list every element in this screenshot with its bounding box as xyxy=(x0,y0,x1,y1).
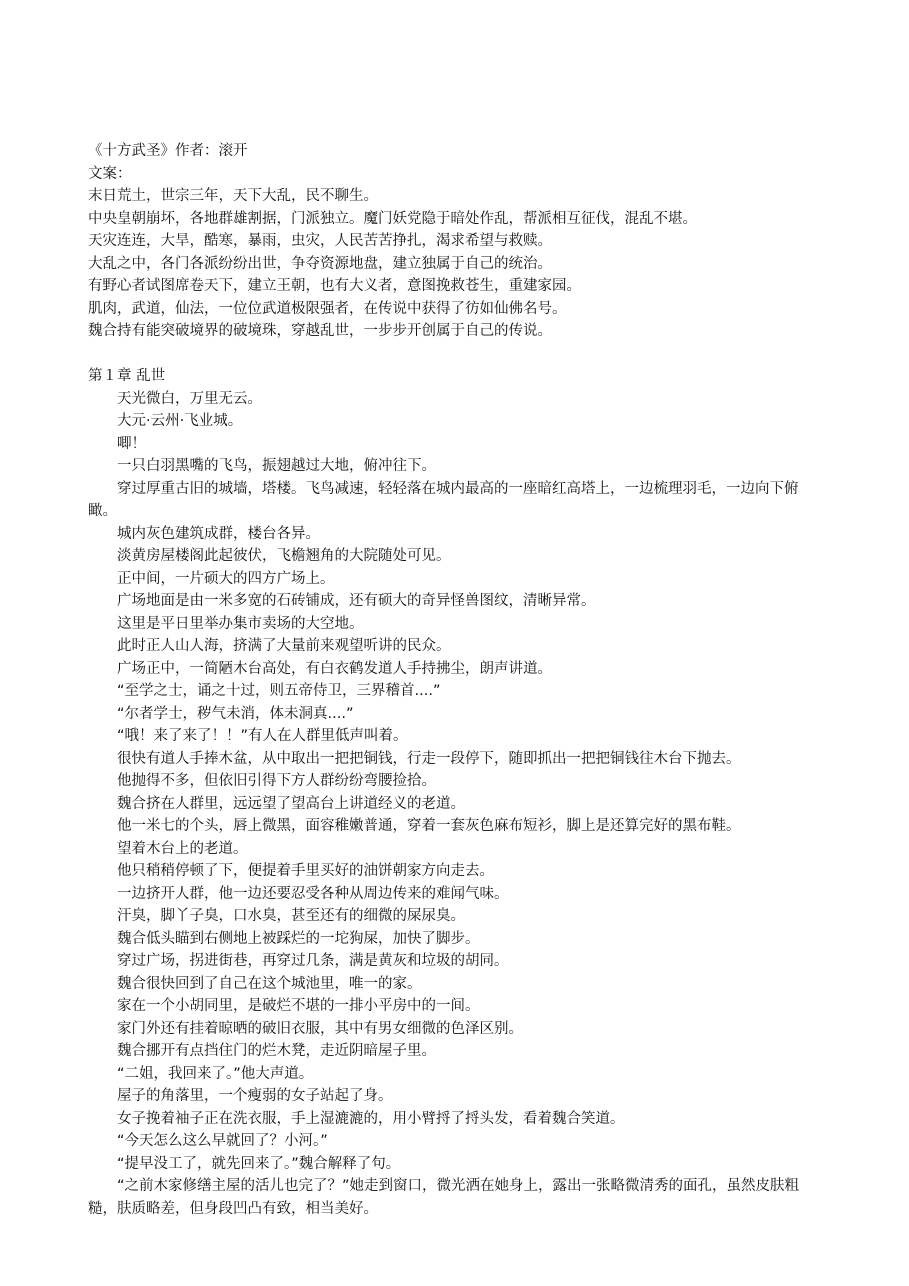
paragraph: 一只白羽黑嘴的飞鸟，振翅越过大地，俯冲往下。 xyxy=(117,458,436,474)
paragraph: 唧！ xyxy=(117,435,146,452)
paragraph: 淡黄房屋楼阁此起彼伏，飞檐翘角的大院随处可见。 xyxy=(117,548,451,564)
paragraph: 他抛得不多，但依旧引得下方人群纷纷弯腰捡拾。 xyxy=(117,773,436,789)
paragraph: 魏合挤在人群里，远远望了望高台上讲道经义的老道。 xyxy=(117,795,465,812)
paragraph: 望着木台上的老道。 xyxy=(117,840,248,857)
paragraph: 魏合低头瞄到右侧地上被踩烂的一坨狗屎，加快了脚步。 xyxy=(117,930,480,947)
chapter-title: 第１章 乱世 xyxy=(88,368,166,384)
blurb-line: 有野心者试图席卷天下，建立王朝，也有大义者，意图挽救苍生，重建家园。 xyxy=(88,278,581,294)
blurb xyxy=(88,185,824,343)
blurb-line: 末日荒土，世宗三年，天下大乱，民不聊生。 xyxy=(88,188,378,204)
paragraph: 大元·云州·飞业城。 xyxy=(117,413,243,429)
blurb-line: 中央皇朝崩坏，各地群雄割据，门派独立。魔门妖党隐于暗处作乱，帮派相互征伐，混乱不堪。 xyxy=(88,210,697,227)
paragraph: 天光微白，万里无云。 xyxy=(117,390,262,407)
blurb-line: 大乱之中，各门各派纷纷出世，争夺资源地盘，建立独属于自己的统治。 xyxy=(88,255,552,272)
chapter-body xyxy=(88,388,824,1221)
paragraph: “二姐，我回来了。”他大声道。 xyxy=(117,1065,314,1082)
paragraph: 穿过广场，拐进街巷，再穿过几条，满是黄灰和垃圾的胡同。 xyxy=(117,953,509,969)
blurb-line: 肌肉，武道，仙法，一位位武道极限强者，在传说中获得了彷如仙佛名号。 xyxy=(88,300,567,317)
paragraph: 他只稍稍停顿了下，便提着手里买好的油饼朝家方向走去。 xyxy=(117,863,494,879)
blurb-line: 魏合持有能突破境界的破境珠，穿越乱世，一步步开创属于自己的传说。 xyxy=(88,323,552,339)
paragraph: 他一米七的个头，唇上微黑，面容稚嫩普通，穿着一套灰色麻布短衫，脚上是还算完好的黑布鞋。 xyxy=(117,818,741,834)
paragraph: 家门外还有挂着晾晒的破旧衣服，其中有男女细微的色泽区别。 xyxy=(117,1020,523,1037)
paragraph: “哦！来了来了！！”有人在人群里低声叫着。 xyxy=(117,728,408,744)
paragraph: 正中间，一片硕大的四方广场上。 xyxy=(117,570,335,587)
paragraph: “尔者学士，秽气未消，体未洞真....” xyxy=(117,705,354,722)
paragraph: 屋子的角落里，一个瘦弱的女子站起了身。 xyxy=(117,1088,393,1104)
paragraph: 家在一个小胡同里，是破烂不堪的一排小平房中的一间。 xyxy=(117,998,480,1014)
blurb-line: 天灾连连，大旱，酷寒，暴雨，虫灾，人民苦苦挣扎，渴求希望与救赎。 xyxy=(88,233,552,249)
intro-label: 文案： xyxy=(88,165,132,182)
paragraph: 汗臭，脚丫子臭，口水臭，甚至还有的细微的屎尿臭。 xyxy=(117,908,465,924)
paragraph: 此时正人山人海，挤满了大量前来观望听讲的民众。 xyxy=(117,638,451,654)
book-title-line: 《十方武圣》作者：滚开 xyxy=(88,143,248,159)
paragraph: 这里是平日里举办集市卖场的大空地。 xyxy=(117,615,364,632)
paragraph: 一边挤开人群，他一边还要忍受各种从周边传来的难闻气味。 xyxy=(117,885,509,902)
paragraph: 广场地面是由一米多宽的石砖铺成，还有硕大的奇异怪兽图纹，清晰异常。 xyxy=(117,593,596,609)
paragraph: 魏合挪开有点挡住门的烂木凳，走近阴暗屋子里。 xyxy=(117,1043,436,1059)
paragraph: 很快有道人手捧木盆，从中取出一把把铜钱，行走一段停下，随即抓出一把把铜钱往木台下抛去。 xyxy=(117,750,741,767)
paragraph: “今天怎么这么早就回了？小河。” xyxy=(117,1133,328,1149)
document-page xyxy=(88,140,824,1220)
paragraph: “之前木家修缮主屋的活儿也完了？”她走到窗口，微光洒在她身上，露出一张略微清秀的面孔，虽然皮肤粗糙，肤质略差，但身段凹凸有致，相当美好。 xyxy=(88,1178,800,1217)
paragraph: 城内灰色建筑成群，楼台各异。 xyxy=(117,525,320,542)
paragraph: 穿过厚重古旧的城墙，塔楼。飞鸟减速，轻轻落在城内最高的一座暗红高塔上，一边梳理羽毛，一边向下俯瞰。 xyxy=(88,480,799,519)
paragraph: 魏合很快回到了自己在这个城池里，唯一的家。 xyxy=(117,975,422,992)
paragraph: “至学之士，诵之十过，则五帝侍卫，三界稽首....” xyxy=(117,683,441,699)
paragraph: “提早没工了，就先回来了。”魏合解释了句。 xyxy=(117,1155,401,1172)
paragraph: 女子挽着袖子正在洗衣服，手上湿漉漉的，用小臂捋了捋头发，看着魏合笑道。 xyxy=(117,1110,625,1127)
paragraph: 广场正中，一简陋木台高处，有白衣鹤发道人手持拂尘，朗声讲道。 xyxy=(117,660,552,677)
